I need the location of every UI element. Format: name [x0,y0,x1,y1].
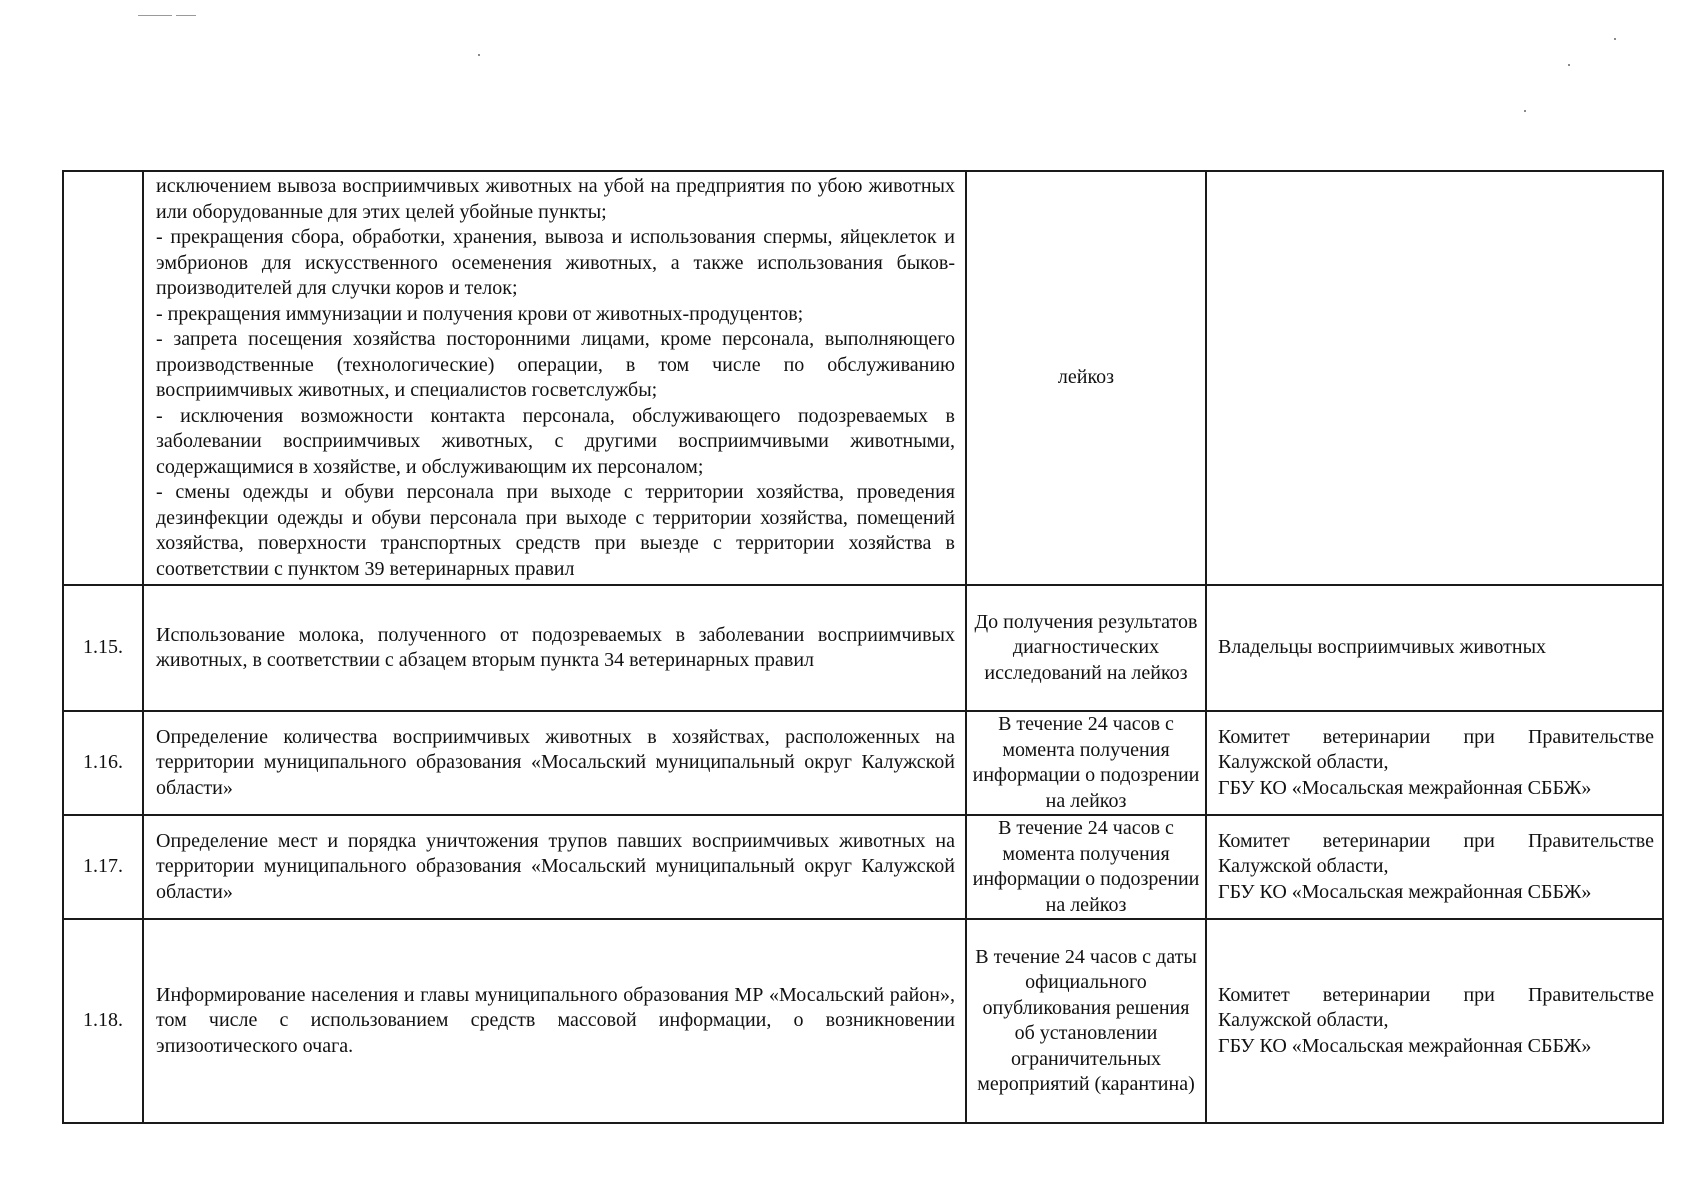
measure-term: В течение 24 часов с момента получения информации о подозрении на лейкоз [966,711,1206,815]
description-line: Информирование населения и главы муниципального образования МР «Мосальский район», том числе с использованием средств массовой информации, о возникновении эпизоотического очага. [156,983,955,1057]
scan-artifact-dot [1568,64,1570,66]
responsible-line: ГБУ КО «Мосальская межрайонная СББЖ» [1218,880,1592,903]
responsible-line: ГБУ КО «Мосальская межрайонная СББЖ» [1218,776,1592,799]
description-line: - исключения возможности контакта персонала, обслуживающего подозреваемых в заболевании восприимчивых животных, с другими восприимчивыми животными, содержащимися в хозяйстве, и обслуживающим их персоналом; [156,404,955,478]
description-line: Использование молока, полученного от подозреваемых в заболевании восприимчивых животных, в соответствии с абзацем вторым пункта 34 ветеринарных правил [156,623,955,671]
description-line: Определение количества восприимчивых животных в хозяйствах, расположенных на территории муниципального образования «Мосальский муниципальный округ Калужской области» [156,725,955,799]
responsible-line: ГБУ КО «Мосальская межрайонная СББЖ» [1218,1034,1592,1057]
description-line: Определение мест и порядка уничтожения трупов павших восприимчивых животных на территории муниципального образования «Мосальский муниципальный округ Калужской области» [156,829,955,903]
responsible-line: Комитет ветеринарии при Правительстве [1218,829,1654,852]
table-row [63,171,1663,585]
measure-description [143,711,966,815]
scan-artifact-dot [1524,110,1526,112]
table-row [63,815,1663,919]
measure-responsible [1206,815,1663,919]
measure-responsible [1206,711,1663,815]
scan-artifact-dot [478,54,480,56]
table-row [63,711,1663,815]
row-number [63,171,143,585]
table-row [63,585,1663,711]
description-line: - смены одежды и обуви персонала при выходе с территории хозяйства, проведения дезинфекции одежды и обуви персонала при выходе с территории хозяйства, помещений хозяйства, поверхности транспортных средств при выезде с территории хозяйства в соответствии с пунктом 39 ветеринарных правил [156,481,955,580]
responsible-line: Комитет ветеринарии при Правительстве [1218,983,1654,1006]
row-number: 1.18. [63,919,143,1123]
measure-term: лейкоз [966,171,1206,585]
measures-table [62,170,1664,1124]
row-number: 1.15. [63,585,143,711]
scan-artifact-dot [1614,38,1616,40]
measure-term: В течение 24 часов с момента получения информации о подозрении на лейкоз [966,815,1206,919]
measure-term: До получения результатов диагностических исследований на лейкоз [966,585,1206,711]
responsible-line: Калужской области, [1218,1009,1389,1032]
measure-responsible [1206,585,1663,711]
table-row [63,919,1663,1123]
scan-artifact-line [138,15,172,16]
row-number: 1.16. [63,711,143,815]
measure-description [143,815,966,919]
measure-responsible [1206,171,1663,585]
responsible-line: Владельцы восприимчивых животных [1218,636,1547,659]
measure-term: В течение 24 часов с даты официального опубликования решения об установлении ограничительных мероприятий (карантина) [966,919,1206,1123]
description-line: - запрета посещения хозяйства посторонними лицами, кроме персонала, выполняющего производственные (технологические) операции, в том числе по обслуживанию восприимчивых животных, и специалистов госветслужбы; [156,328,955,401]
measure-description [143,585,966,711]
measure-responsible [1206,919,1663,1123]
description-line: - прекращения сбора, обработки, хранения, вывоза и использования спермы, яйцеклеток и эмбрионов для искусственного осеменения животных, а также использования быков-производителей для случки коров и телок; [156,226,955,299]
responsible-line: Калужской области, [1218,855,1389,878]
responsible-line: Комитет ветеринарии при Правительстве [1218,725,1654,748]
description-line: исключением вывоза восприимчивых животных на убой на предприятия по убою животных или оборудованные для этих целей убойные пункты; [156,175,955,223]
responsible-line: Калужской области, [1218,751,1389,774]
measure-description [143,919,966,1123]
description-line: - прекращения иммунизации и получения крови от животных-продуцентов; [156,302,804,325]
measure-description [143,171,966,585]
scan-artifact-line [176,15,196,16]
row-number: 1.17. [63,815,143,919]
